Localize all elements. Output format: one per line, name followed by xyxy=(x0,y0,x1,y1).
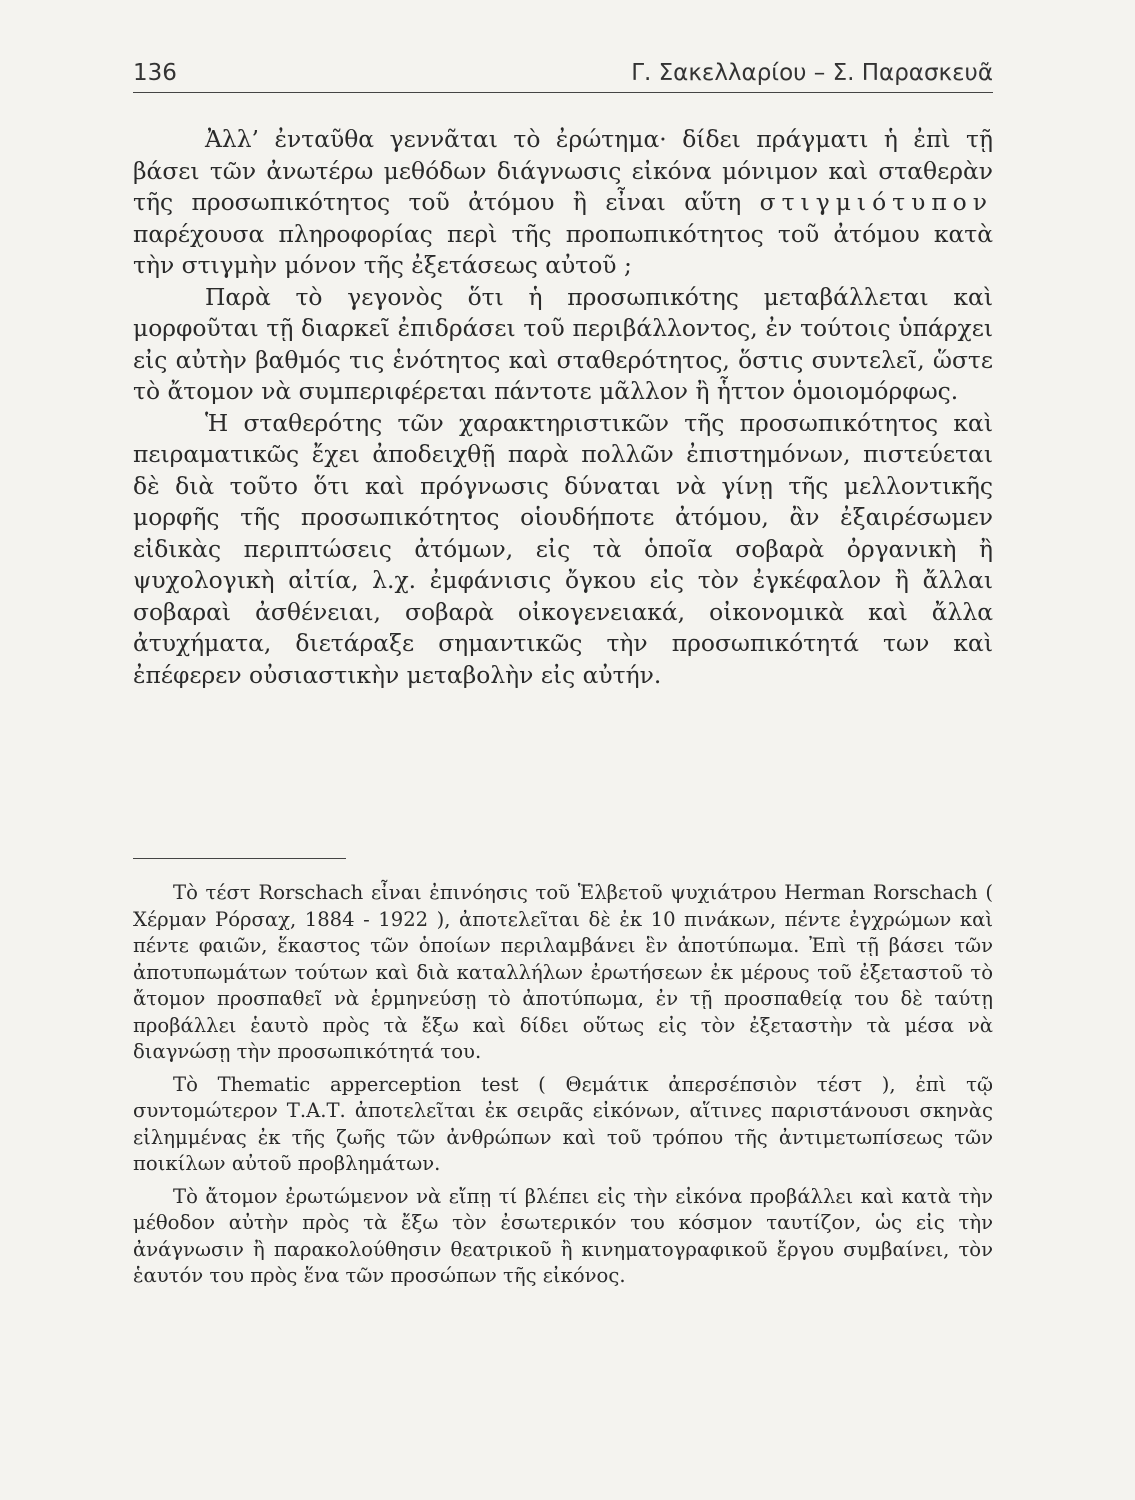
paragraph-2: Παρὰ τὸ γεγονὸς ὅτι ἡ προσωπικότης μεταβάλλεται καὶ μορφοῦται τῇ διαρκεῖ ἐπιδράσει τοῦ περιβάλλοντος, ἐν τούτοις ὑπάρχει εἰς αὐτὴν βαθμός τις ἑνότητος καὶ σταθερότητος, ὅστις συντελεῖ, ὥστε τὸ ἄτομον νὰ συμπεριφέρεται πάντοτε μᾶλλον ἢ ἧττον ὁμοιομόρφως. xyxy=(133,282,993,405)
paragraph-1 xyxy=(133,124,993,282)
footnote-rule xyxy=(133,858,346,859)
page-header xyxy=(133,56,993,93)
paragraph-3: Ἡ σταθερότης τῶν χαρακτηριστικῶν τῆς προσωπικότητος καὶ πειραματικῶς ἔχει ἀποδειχθῇ παρὰ πολλῶν ἐπιστημόνων, πιστεύεται δὲ διὰ τοῦτο ὅτι καὶ πρόγνωσις δύναται νὰ γίνῃ τῆς μελλοντικῆς μορφῆς τῆς προσωπικότητος οἱουδήποτε ἀτόμου, ἂν ἐξαιρέσωμεν εἰδικὰς περιπτώσεις ἀτόμων, εἰς τὰ ὁποῖα σοβαρὰ ὀργανικὴ ἢ ψυχολογικὴ αἰτία, λ.χ. ἐμφάνισις ὄγκου εἰς τὸν ἐγκέφαλον ἢ ἄλλαι σοβαραὶ ἀσθένειαι, σοβαρὰ οἰκογενειακά, οἰκονομικὰ καὶ ἄλλα ἀτυχήματα, διετάραξε σημαντικῶς τὴν προσωπικότητά των καὶ ἐπέφερεν οὐσιαστικὴν μεταβολὴν εἰς αὐτήν. xyxy=(133,408,993,689)
main-text xyxy=(133,124,993,691)
spaced-word: στιγμιότυπον xyxy=(759,188,993,216)
footnotes xyxy=(133,880,993,1296)
footnote-tat: Τὸ Thematic apperception test ( Θεμάτικ ἀπερσέπσιὸν τέστ ), ἐπὶ τῷ συντομώτερον Τ.Α.Τ. ἀποτελεῖται ἐκ σειρᾶς εἰκόνων, αἵτινες παριστάνουσι σκηνὰς εἰλημμένας ἐκ τῆς ζωῆς τῶν ἀνθρώπων καὶ τοῦ τρόπου τῆς ἀντιμετωπίσεως τῶν ποικίλων αὐτοῦ προβλημάτων. xyxy=(133,1072,993,1175)
paragraph-1-start: Ἀλλ’ ἐνταῦθα γεννᾶται τὸ ἐρώτημα· δίδει πράγματι ἡ ἐπὶ τῇ βάσει τῶν ἀνωτέρω μεθόδων διάγνωσις εἰκόνα μόνιμον καὶ σταθερὰν τῆς προσωπικότητος τοῦ ἀτόμου ἢ εἶναι αὕτη xyxy=(133,125,993,216)
footnote-rorschach: Τὸ τέστ Rorschach εἶναι ἐπινόησις τοῦ Ἑλβετοῦ ψυχιάτρου Herman Rorschach ( Χέρμαν Ρόρσαχ, 1884 - 1922 ), ἀποτελεῖται δὲ ἐκ 10 πινάκων, πέντε ἐγχρώμων καὶ πέντε φαιῶν, ἕκαστος τῶν ὁποίων περιλαμβάνει ἓν ἀποτύπωμα. Ἐπὶ τῇ βάσει τῶν ἀποτυπωμάτων τούτων καὶ διὰ καταλλήλων ἐρωτήσεων ἐκ μέρους τοῦ ἐξεταστοῦ τὸ ἄτομον προσπαθεῖ νὰ ἑρμηνεύσῃ τὸ ἀποτύπωμα, ἐν τῇ προσπαθείᾳ του δὲ ταύτῃ προβάλλει ἑαυτὸ πρὸς τὰ ἔξω καὶ δίδει οὕτως εἰς τὸν ἐξεταστὴν τὰ μέσα νὰ διαγνώσῃ τὴν προσωπικότητά του. xyxy=(133,881,993,1063)
footnote-projection: Τὸ ἄτομον ἐρωτώμενον νὰ εἴπῃ τί βλέπει εἰς τὴν εἰκόνα προβάλλει καὶ κατὰ τὴν μέθοδον αὐτὴν πρὸς τὰ ἔξω τὸν ἐσωτερικόν του κόσμον ταυτίζον, ὡς εἰς τὴν ἀνάγνωσιν ἢ παρακολούθησιν θεατρικοῦ ἢ κινηματογραφικοῦ ἔργου συμβαίνει, τὸν ἑαυτόν του πρὸς ἕνα τῶν προσώπων τῆς εἰκόνος. xyxy=(133,1184,993,1287)
paragraph-1-end: παρέχουσα πληροφορίας περὶ τῆς προπωπικότητος τοῦ ἀτόμου κατὰ τὴν στιγμὴν μόνον τῆς ἐξετάσεως αὐτοῦ ; xyxy=(133,219,993,279)
running-head: Γ. Σακελλαρίου – Σ. Παρασκευᾶ xyxy=(631,60,993,86)
page-number: 136 xyxy=(133,60,177,86)
